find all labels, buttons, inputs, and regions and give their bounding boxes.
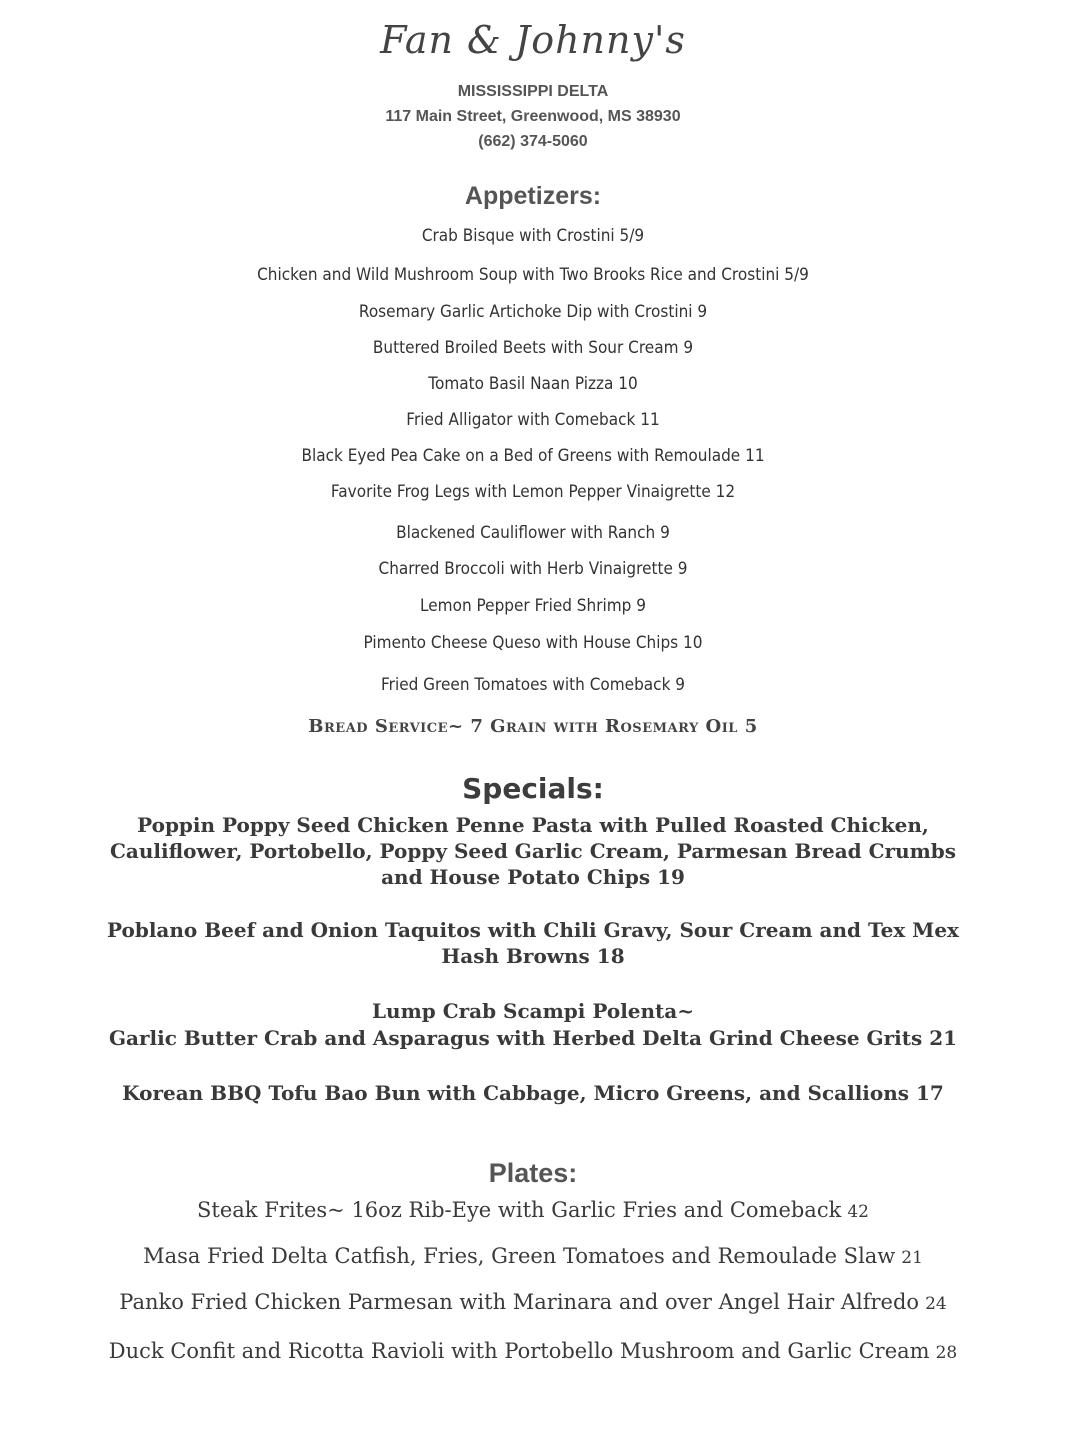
- plate-price: 24: [925, 1294, 947, 1314]
- plate-name: Panko Fried Chicken Parmesan with Marinara and over Angel Hair Alfredo: [119, 1290, 920, 1314]
- appetizer-item: Tomato Basil Naan Pizza 10: [428, 374, 638, 394]
- appetizer-item: Fried Alligator with Comeback 11: [406, 410, 660, 430]
- plate-price: 21: [901, 1248, 923, 1268]
- appetizer-item: Rosemary Garlic Artichoke Dip with Crostini 9: [358, 302, 708, 322]
- plate-price: 28: [935, 1343, 958, 1363]
- appetizer-item: Chicken and Wild Mushroom Soup with Two Brooks Rice and Crostini 5/9: [257, 265, 809, 285]
- plate-item: [0, 1339, 1066, 1363]
- appetizer-item: Lemon Pepper Fried Shrimp 9: [420, 596, 646, 616]
- special-item: Poblano Beef and Onion Taquitos with Chili Gravy, Sour Cream and Tex Mex Hash Browns 18: [107, 918, 959, 968]
- appetizer-item: Charred Broccoli with Herb Vinaigrette 9: [378, 559, 688, 579]
- plate-item: [0, 1198, 1066, 1222]
- appetizers-heading: Appetizers:: [464, 182, 602, 210]
- special-item: Poppin Poppy Seed Chicken Penne Pasta with Pulled Roasted Chicken, Cauliflower, Portobello, Poppy Seed Garlic Cream, Parmesan Bread Crumbs and House Potato Chips 19: [109, 813, 957, 889]
- plate-name: Duck Confit and Ricotta Ravioli with Portobello Mushroom and Garlic Cream: [108, 1339, 930, 1363]
- specials-heading: Specials:: [462, 772, 604, 805]
- plate-item: [0, 1244, 1066, 1268]
- bread-service: Bread Service~ 7 Grain with Rosemary Oil 5: [308, 716, 758, 737]
- restaurant-logo: Fan & Johnny's: [380, 18, 686, 62]
- appetizer-item: Fried Green Tomatoes with Comeback 9: [380, 675, 686, 695]
- appetizer-item: Buttered Broiled Beets with Sour Cream 9: [372, 338, 694, 358]
- plate-price: 42: [847, 1202, 869, 1222]
- appetizer-item: Crab Bisque with Crostini 5/9: [421, 226, 645, 246]
- special-item: Lump Crab Scampi Polenta~: [371, 999, 695, 1023]
- phone-number: (662) 374-5060: [478, 133, 588, 150]
- appetizer-item: Black Eyed Pea Cake on a Bed of Greens with Remoulade 11: [301, 446, 765, 466]
- plates-heading: Plates:: [488, 1158, 578, 1188]
- special-item: Garlic Butter Crab and Asparagus with Herbed Delta Grind Cheese Grits 21: [108, 1026, 958, 1050]
- region-label: MISSISSIPPI DELTA: [457, 83, 609, 100]
- appetizer-item: Favorite Frog Legs with Lemon Pepper Vinaigrette 12: [330, 482, 736, 502]
- special-item: Korean BBQ Tofu Bao Bun with Cabbage, Micro Greens, and Scallions 17: [122, 1081, 944, 1105]
- plate-name: Steak Frites~ 16oz Rib-Eye with Garlic Fries and Comeback: [197, 1198, 842, 1222]
- address: 117 Main Street, Greenwood, MS 38930: [385, 108, 681, 125]
- plate-name: Masa Fried Delta Catfish, Fries, Green Tomatoes and Remoulade Slaw: [143, 1244, 896, 1268]
- appetizer-item: Blackened Cauliflower with Ranch 9: [396, 523, 670, 543]
- plate-item: [0, 1290, 1066, 1314]
- appetizer-item: Pimento Cheese Queso with House Chips 10: [363, 633, 703, 653]
